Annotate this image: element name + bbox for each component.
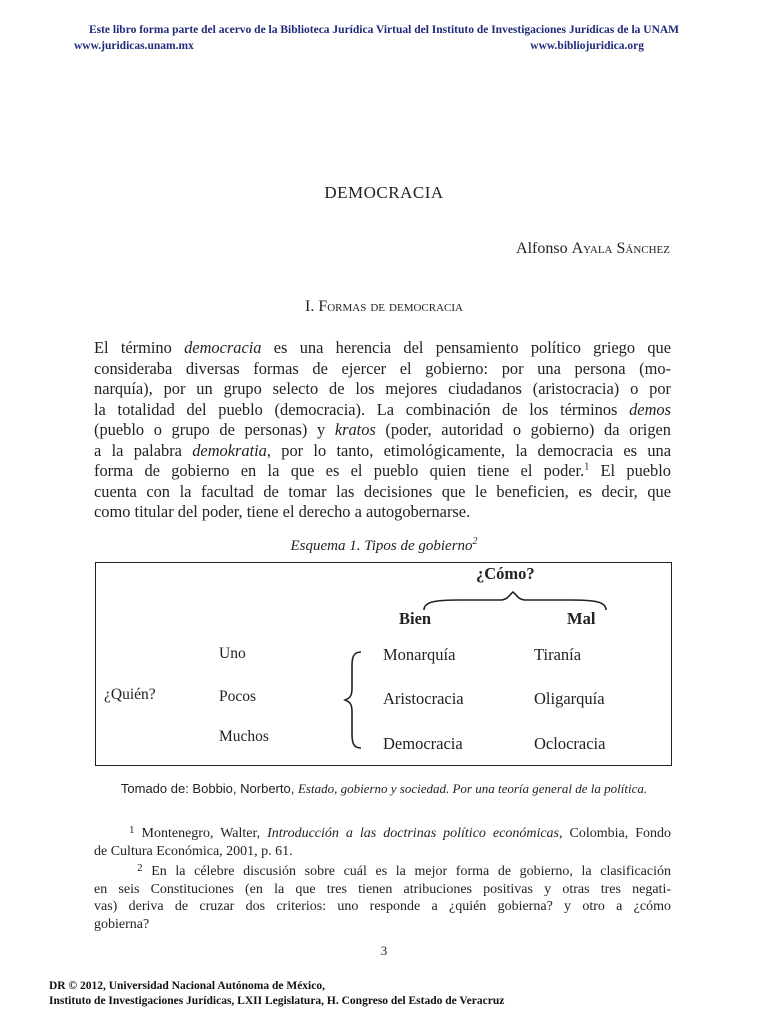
paragraph-line: como titular del poder, tiene el derecho a autogobernarse. [94,502,471,521]
paragraph-line: (pueblo o grupo de personas) y kratos (poder, autoridad o gobierno) da origen [94,420,671,439]
quien-label: ¿Quién? [104,686,156,703]
footnote-ref-1[interactable]: 1 [584,461,590,473]
paragraph-line: narquía), por un grupo selecto de los mejores ciudadanos (aristocracia) o por [94,379,671,398]
como-label: ¿Cómo? [476,564,535,583]
body-paragraph [94,338,671,523]
paragraph-line: forma de gobierno en la que es el pueblo quien tiene el poder.$^1$ El pueblo [94,461,671,480]
paragraph-line: El término democracia es una herencia del pensamiento político griego que [94,338,671,357]
left-brace-icon [343,650,365,750]
footnote-2: $^2$ En la célebre discusión sobre cuál es la mejor forma de gobierno, la clasificación en seis Constituciones (en la que tres tienen atribuciones positivas y otras tres negati- vas) deriva de cruzar dos criterios: uno responde a ¿quién gobierna? y otro a ¿cómo gobierna? [94,862,672,932]
footer-institution: Instituto de Investigaciones Jurídicas, LXII Legislatura, H. Congreso del Estado de Veracruz [49,995,505,1007]
row-good-democracia: Democracia [383,734,463,753]
section-heading [0,298,768,316]
esquema-caption: Esquema 1. Tipos de gobierno$^2$ [290,536,478,554]
row-bad-tirania: Tiranía [534,645,582,664]
row-who-uno: Uno [219,645,246,662]
section-title: Formas de democracia [318,298,463,315]
footnote-2-number: 2 [137,862,143,874]
header-link-bibliojuridica[interactable]: www.bibliojuridica.org [530,40,644,52]
section-number: I. [305,298,315,315]
footnote-ref-2[interactable]: 2 [472,536,478,547]
page-number: 3 [380,943,388,958]
footnote-1-number: 1 [129,824,135,836]
bien-label: Bien [399,609,432,628]
row-who-pocos: Pocos [219,688,257,705]
paragraph-line: a la palabra demokratia, por lo tanto, etimológicamente, la democracia es una [94,440,671,460]
row-good-monarquia: Monarquía [383,645,456,664]
author-first-name: Alfonso [516,240,568,257]
mal-label: Mal [567,609,596,628]
paragraph-line: cuenta con la facultad de tomar las decisiones que le beneficien, es decir, que [94,481,671,501]
row-bad-oligarquia: Oligarquía [534,689,605,708]
row-good-aristocracia: Aristocracia [383,689,464,708]
footer-copyright: DR © 2012, Universidad Nacional Autónoma de México, [49,980,325,992]
paragraph-line: consideraba diversas formas de ejercer el gobierno: por una persona (mo- [94,358,671,378]
row-bad-oclocracia: Oclocracia [534,734,606,753]
header-notice: Este libro forma parte del acervo de la Biblioteca Jurídica Virtual del Instituto de Investigaciones Jurídicas de la UNAM [88,24,680,36]
author-name [516,240,670,258]
footnote-1: $^1$ Montenegro, Walter, Introducción a las doctrinas político económicas, Colombia, Fondo de Cultura Económica, 2001, p. 61. [94,824,672,859]
esquema-source: Tomado de: Bobbio, Norberto, Estado, gobierno y sociedad. Por una teoría general de la política. [120,781,648,796]
row-who-muchos: Muchos [219,728,269,745]
header-link-juridicas[interactable]: www.juridicas.unam.mx [74,40,194,52]
paragraph-line: la totalidad del pueblo (democracia). La combinación de los términos demos [94,399,671,419]
document-title: DEMOCRACIA [324,183,444,202]
author-last-name: Ayala Sánchez [571,240,670,257]
